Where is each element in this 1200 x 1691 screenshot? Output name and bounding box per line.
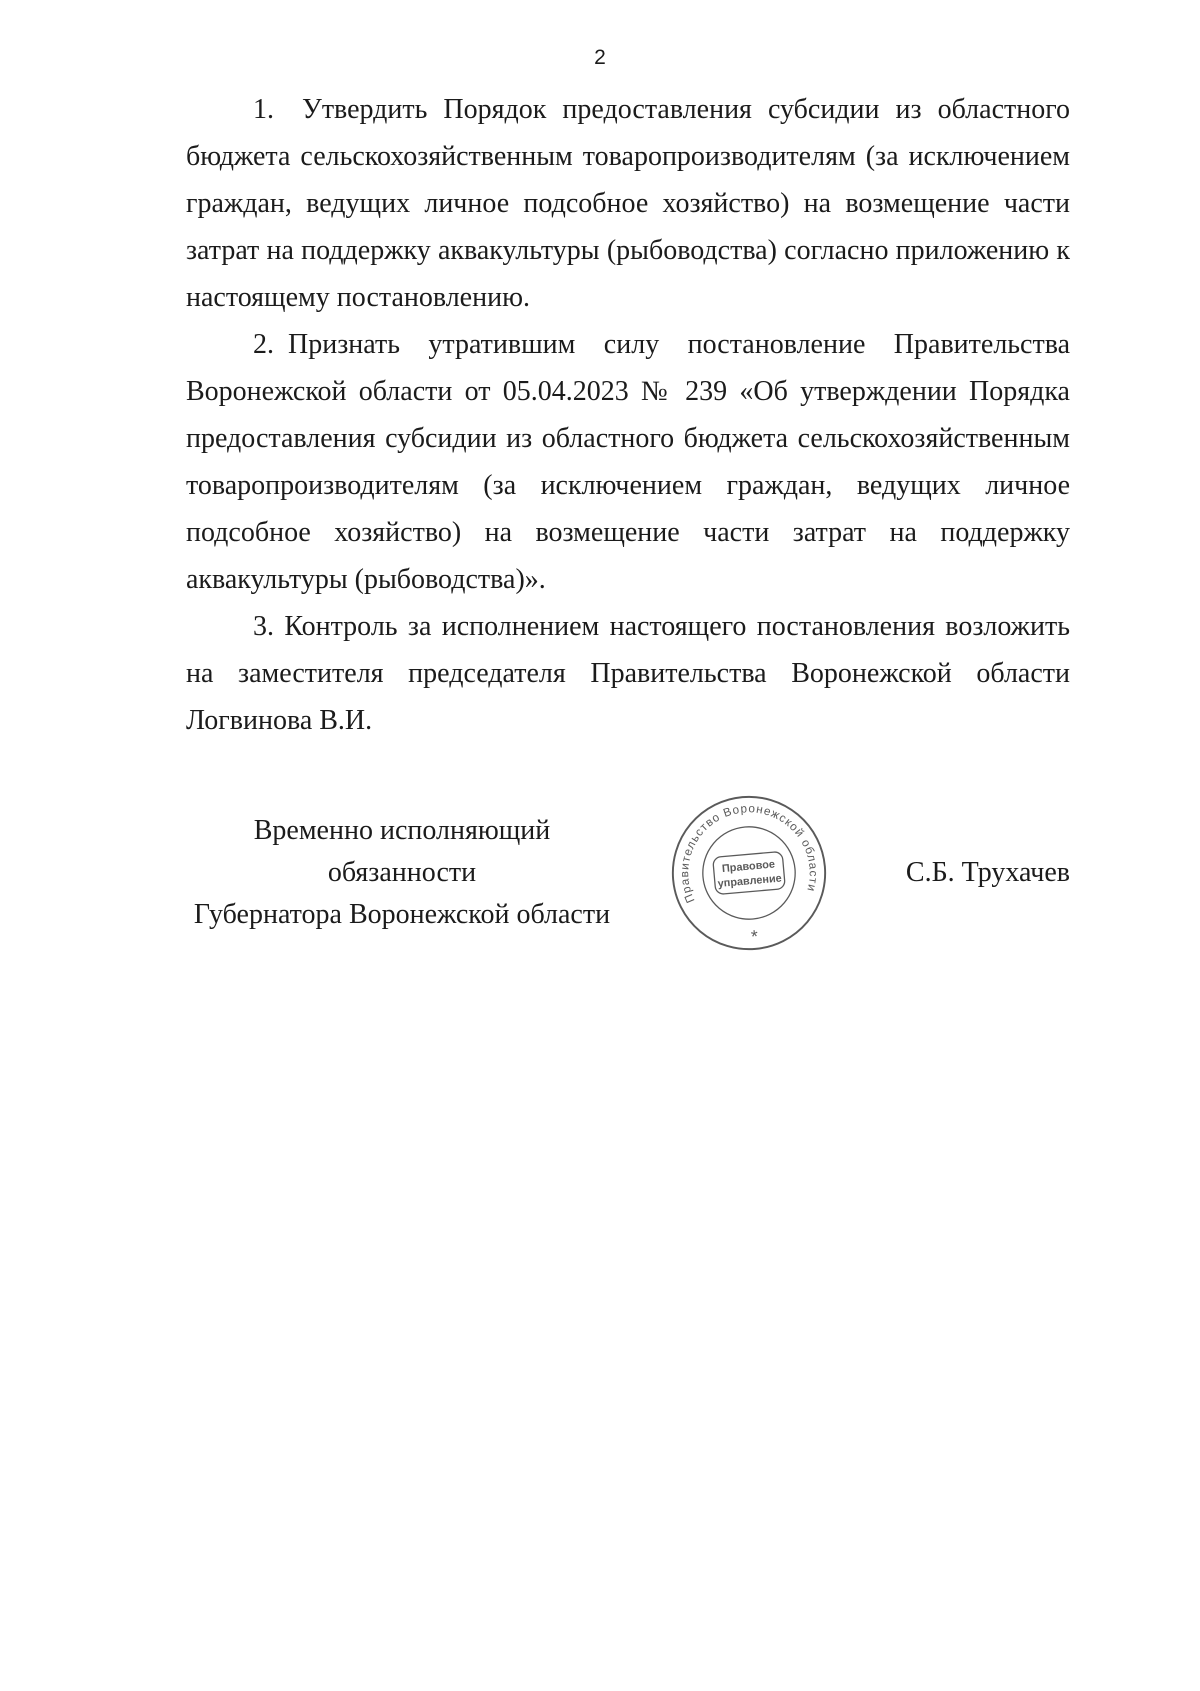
- paragraph-2: 2. Признать утратившим силу постановление Правительства Воронежской области от 05.04.2023 № 239 «Об утверждении Порядка предоставления субсидии из областного бюджета сельскохозяйственным товаропроизводителям (за исключением граждан, ведущих личное подсобное хозяйство) на возмещение части затрат на поддержку аквакультуры (рыбоводства)».: [186, 329, 1070, 595]
- page-number: 2: [594, 46, 606, 69]
- stamp-center-line-2: управление: [717, 872, 783, 890]
- paragraph-1: 1. Утвердить Порядок предоставления субсидии из областного бюджета сельскохозяйственным товаропроизводителям (за исключением граждан, ведущих личное подсобное хозяйство) на возмещение части затрат на поддержку аквакультуры (рыбоводства) согласно приложению к настоящему постановлению.: [186, 94, 1070, 313]
- signature-block: [186, 790, 1070, 955]
- stamp-center-line-1: Правовое: [721, 857, 776, 875]
- signatory-position: [186, 810, 618, 936]
- document-body: [186, 86, 1070, 744]
- stamp-ring-text: Правительство Воронежской области: [678, 801, 820, 905]
- official-stamp: [661, 785, 837, 961]
- signatory-position-line-2: Губернатора Воронежской области: [193, 898, 611, 930]
- paragraph-3: 3. Контроль за исполнением настоящего постановления возложить на заместителя председателя Правительства Воронежской области Логвинова В.И.: [186, 611, 1070, 736]
- stamp-image: [661, 785, 837, 961]
- signatory-name: С.Б. Трухачев: [905, 856, 1070, 888]
- signatory-position-line-1: Временно исполняющий обязанности: [253, 814, 551, 888]
- stamp-star-icon: *: [750, 925, 759, 947]
